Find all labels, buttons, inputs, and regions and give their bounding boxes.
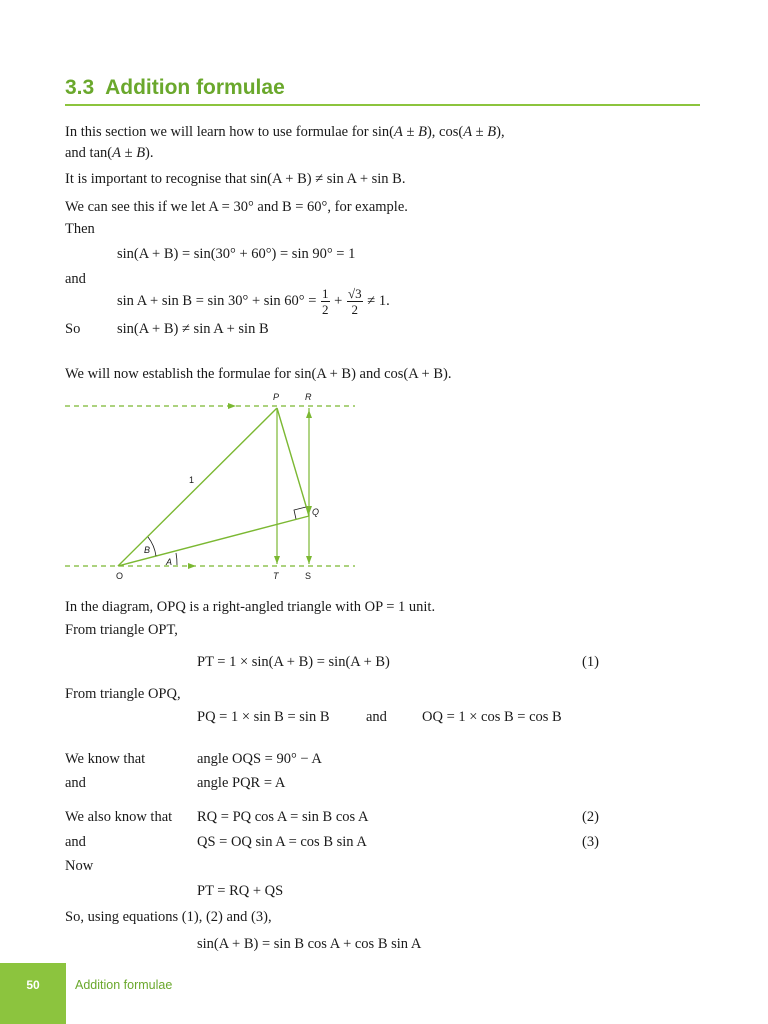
footer-bar <box>0 963 66 1024</box>
numerator: 1 <box>322 286 329 301</box>
we-know-label: We know that <box>65 751 146 767</box>
text: + <box>330 292 346 309</box>
body-line-3: From triangle OPQ, <box>65 686 181 702</box>
establish-line: We will now establish the formulae for sin(A + B) and cos(A + B). <box>65 366 452 382</box>
label-angle-a: A <box>166 557 173 567</box>
numerator: √3 <box>347 286 362 301</box>
rs-up-arrow-icon <box>306 410 312 418</box>
angle-a-arc <box>176 553 177 565</box>
intro-line-2 <box>65 145 154 162</box>
text: sin A + sin B = sin 30° + sin 60° = <box>117 292 321 309</box>
equation-1: sin(A + B) = sin(30° + 60°) = sin 90° = 1 <box>117 246 356 262</box>
var-a: A <box>112 145 121 161</box>
intro-line-3: It is important to recognise that sin(A + B) ≠ sin A + sin B. <box>65 171 406 187</box>
body-line-2: From triangle OPT, <box>65 622 178 638</box>
equation-qs: QS = OQ sin A = cos B sin A <box>197 834 367 850</box>
page-number: 50 <box>26 978 40 992</box>
section-heading <box>65 76 285 100</box>
equation-3: sin(A + B) ≠ sin A + sin B <box>117 321 269 337</box>
top-arrow-icon <box>228 403 236 409</box>
and-label-3: and <box>65 834 86 850</box>
section-title: Addition formulae <box>105 76 285 99</box>
equation-pt-number: (1) <box>582 654 599 670</box>
fraction-root3-over-2 <box>347 287 363 316</box>
var-a: A <box>394 124 403 140</box>
triangle-diagram <box>0 388 768 588</box>
var-b: B <box>136 145 146 161</box>
intro-line-4: We can see this if we let A = 30° and B = 60°, for example. <box>65 199 408 215</box>
equation-2 <box>117 287 390 316</box>
final-equation: sin(A + B) = sin B cos A + cos B sin A <box>197 936 422 952</box>
then-label: Then <box>65 221 95 237</box>
denominator: 2 <box>322 302 329 317</box>
var-b: B <box>487 124 497 140</box>
var-a: A <box>463 124 473 140</box>
section-number: 3.3 <box>65 76 95 99</box>
text: ), cos( <box>426 124 464 140</box>
text: In this section we will learn how to use formulae for sin( <box>65 124 394 140</box>
label-r: R <box>305 392 312 402</box>
text: ± <box>472 124 488 140</box>
label-angle-b: B <box>144 545 151 555</box>
equation-sum: PT = RQ + QS <box>197 883 284 899</box>
var-b: B <box>418 124 427 140</box>
text: ), <box>496 124 505 140</box>
so-using-line: So, using equations (1), (2) and (3), <box>65 909 272 925</box>
equation-pq: PQ = 1 × sin B = sin B <box>197 709 330 725</box>
line-oq <box>118 516 309 566</box>
text: and tan( <box>65 145 113 161</box>
body-line-1: In the diagram, OPQ is a right-angled triangle with OP = 1 unit. <box>65 599 436 615</box>
denominator: 2 <box>351 302 359 317</box>
fraction-half <box>321 287 330 316</box>
line-pq <box>277 408 309 516</box>
footer-title: Addition formulae <box>75 978 173 992</box>
label-q: Q <box>312 507 320 517</box>
label-s: S <box>305 571 312 581</box>
angle-pqr: angle PQR = A <box>197 775 286 791</box>
and-label-1: and <box>65 271 86 287</box>
now-label: Now <box>65 858 94 874</box>
equation-qs-number: (3) <box>582 834 599 850</box>
label-one: 1 <box>189 475 195 485</box>
text: ± <box>402 124 419 140</box>
equation-pt: PT = 1 × sin(A + B) = sin(A + B) <box>197 654 390 670</box>
text: ± <box>120 145 137 161</box>
rs-down-arrow-icon <box>306 556 312 564</box>
equation-rq: RQ = PQ cos A = sin B cos A <box>197 809 369 825</box>
so-label: So <box>65 321 81 337</box>
pt-arrow-icon <box>274 556 280 564</box>
line-op <box>118 408 277 566</box>
heading-rule <box>65 104 700 106</box>
we-also-label: We also know that <box>65 809 173 825</box>
angle-oqs: angle OQS = 90° − A <box>197 751 322 767</box>
text: ). <box>145 145 154 161</box>
equation-rq-number: (2) <box>582 809 599 825</box>
label-p: P <box>273 392 280 402</box>
and-label-mid: and <box>366 709 387 725</box>
and-label-2: and <box>65 775 86 791</box>
label-t: T <box>273 571 279 581</box>
label-o: O <box>116 571 124 581</box>
intro-line-1 <box>65 124 505 141</box>
text: ≠ 1. <box>363 292 390 309</box>
equation-oq: OQ = 1 × cos B = cos B <box>422 709 562 725</box>
bottom-arrow-icon <box>188 563 196 569</box>
